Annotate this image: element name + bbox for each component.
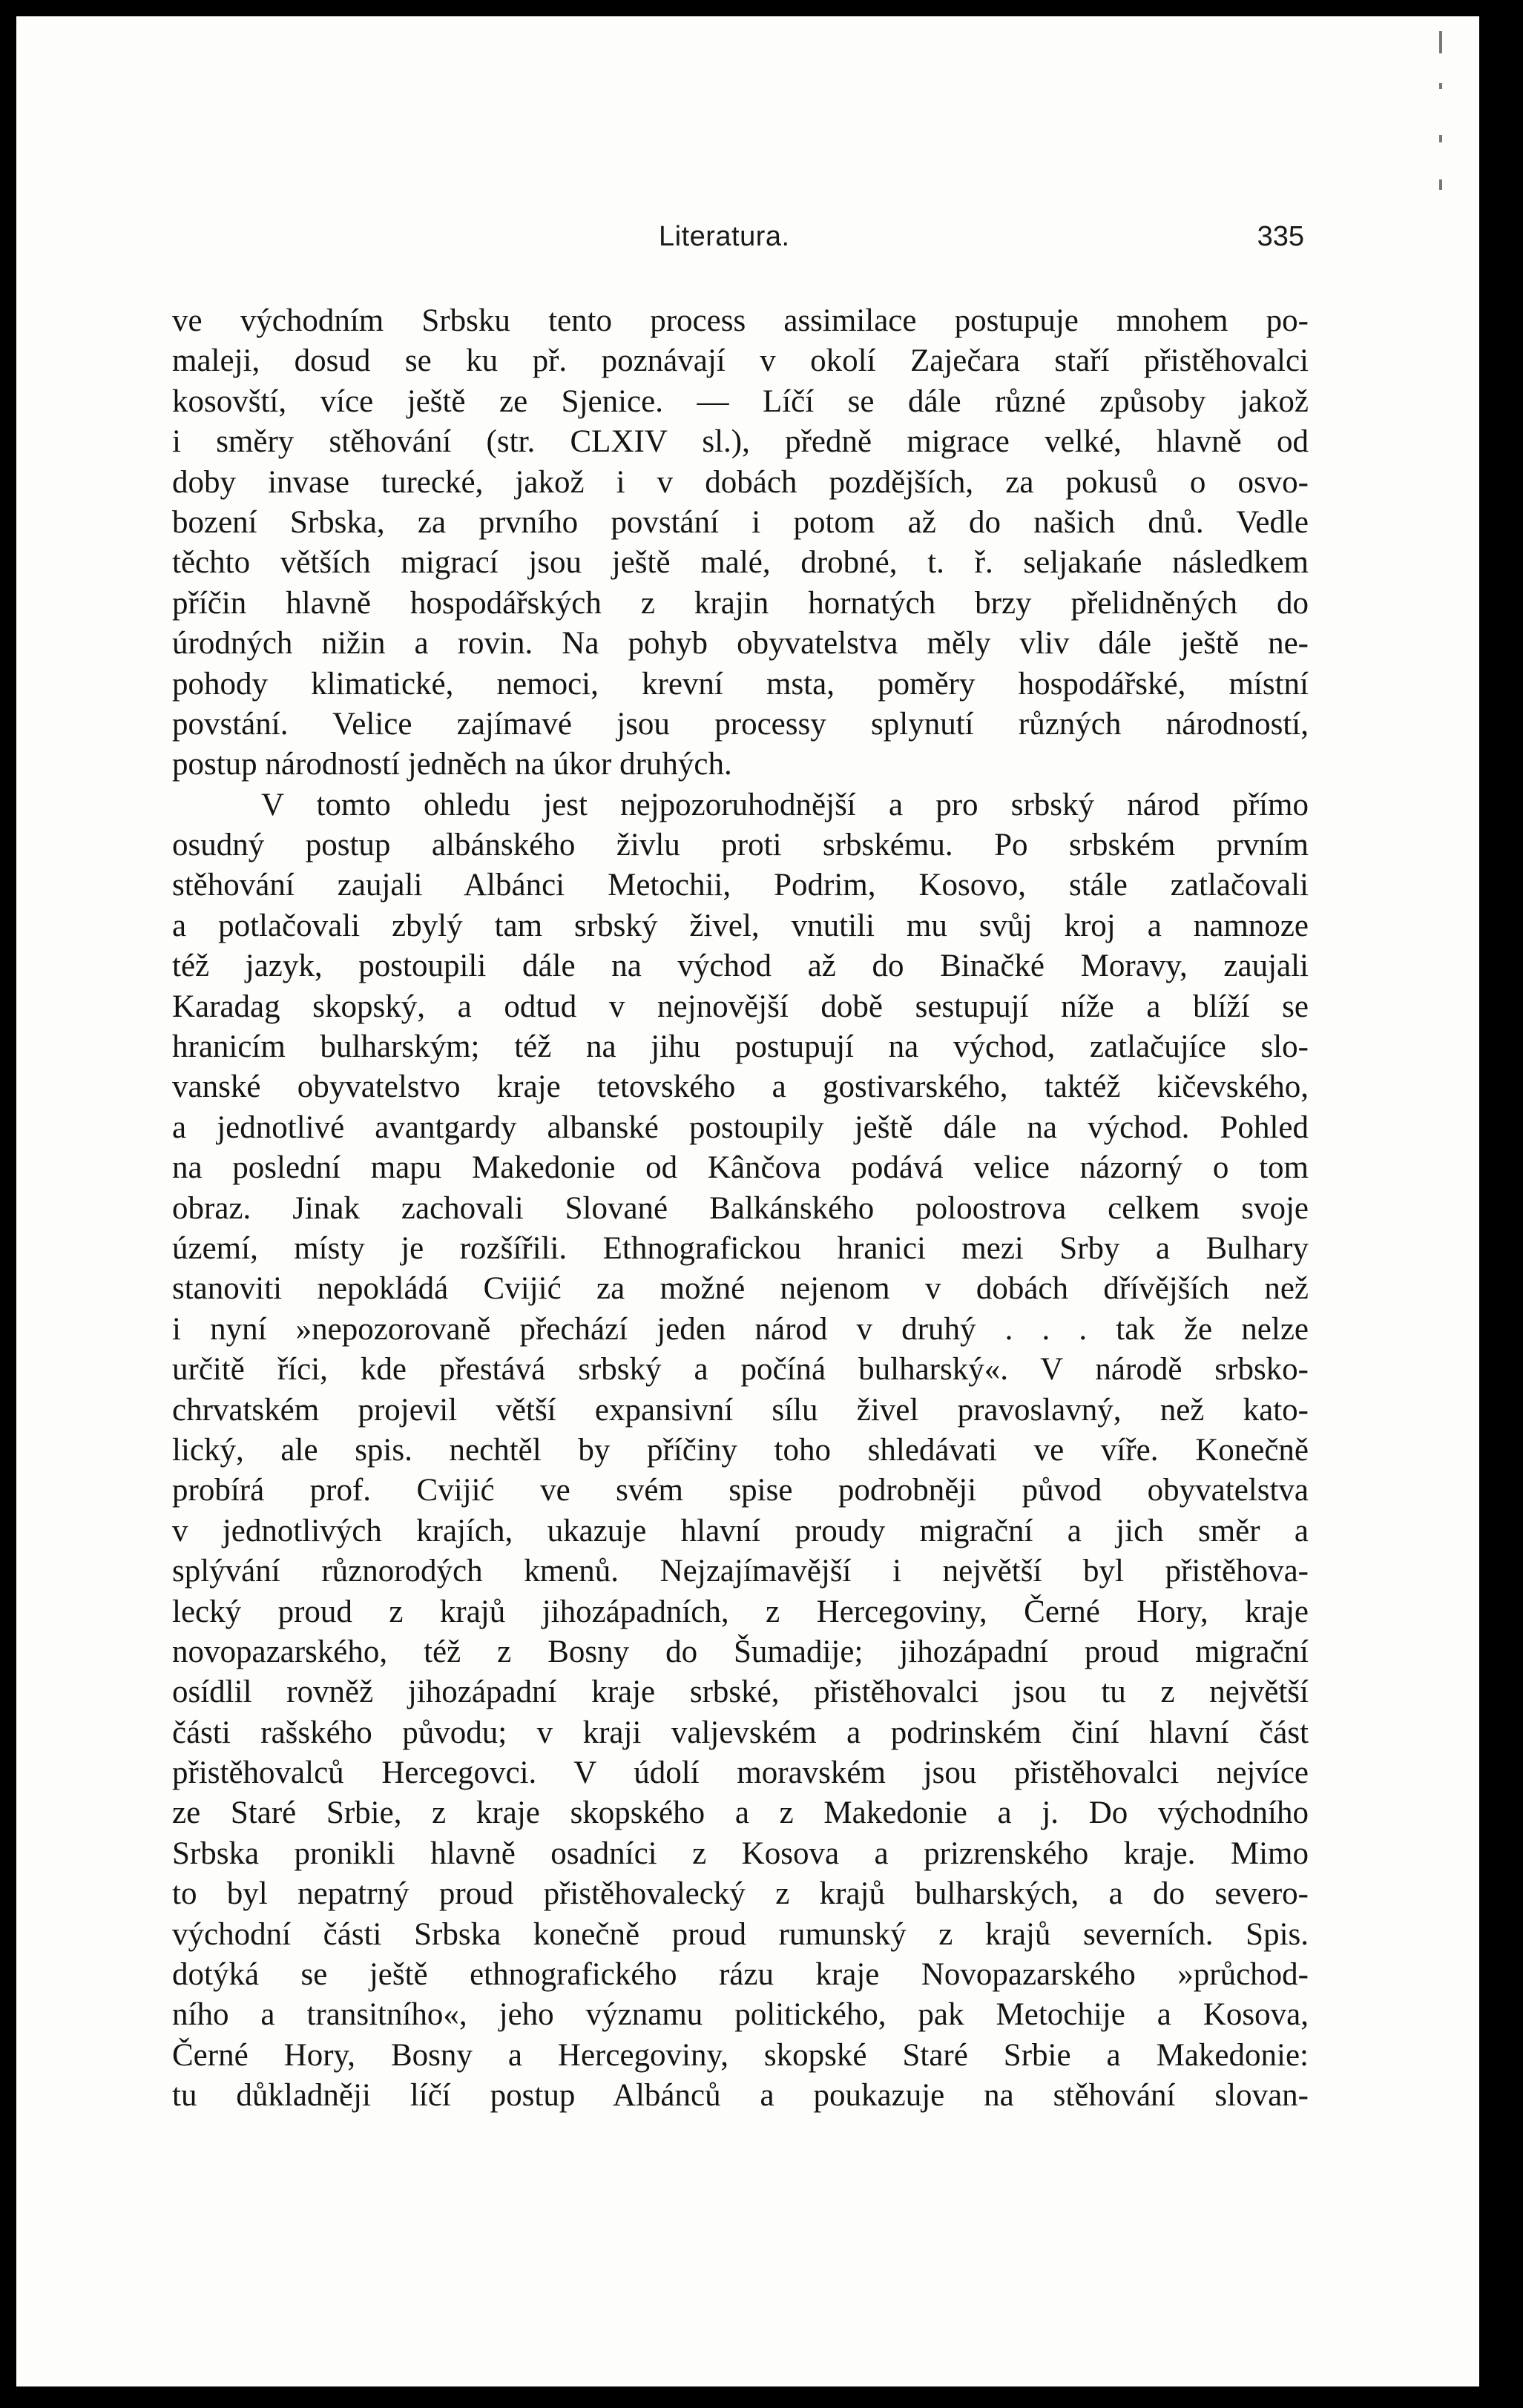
text-line: V tomto ohledu jest nejpozoruhodnější a pro srbský národ přímo (261, 787, 1309, 822)
text-line: vanské obyvatelstvo kraje tetovského a gostivarského, taktéž kičevského, (172, 1069, 1309, 1105)
text-line: chrvatském projevil větší expansivní sílu živel pravoslavný, než kato- (172, 1392, 1309, 1428)
text-line: osudný postup albánského živlu proti srbskému. Po srbském prvním (172, 828, 1309, 863)
text-line: a potlačovali zbylý tam srbský živel, vnutili mu svůj kroj a namnoze (172, 908, 1309, 943)
text-line: lecký proud z krajů jihozápadních, z Hercegoviny, Černé Hory, kraje (172, 1594, 1309, 1629)
text-line: to byl nepatrný proud přistěhovalecký z krajů bulharských, a do severo- (172, 1876, 1309, 1912)
text-line: a jednotlivé avantgardy albanské postoupily ještě dále na východ. Pohled (172, 1109, 1309, 1145)
text-line: dotýká se ještě ethnografického rázu kraje Novopazarského »průchod- (172, 1957, 1309, 1993)
text-line: Karadag skopský, a odtud v nejnovější době sestupují níže a blíží se (172, 989, 1309, 1024)
text-line: tu důkladněji líčí postup Albánců a poukazuje na stěhování slovan- (172, 2078, 1309, 2114)
text-line: osídlil rovněž jihozápadní kraje srbské, přistěhovalci jsou tu z největší (172, 1675, 1309, 1710)
text-line: postup národností jedněch na úkor druhých. (172, 747, 732, 782)
text-line: probírá prof. Cvijić ve svém spise podrobněji původ obyvatelstva (172, 1473, 1309, 1508)
page-header (169, 215, 1304, 260)
text-line: příčin hlavně hospodářských z krajin hornatých brzy přelidněných do (172, 585, 1309, 621)
text-line: povstání. Velice zajímavé jsou processy splynutí různých národností, (172, 706, 1309, 742)
text-line: doby invase turecké, jakož i v dobách pozdějších, za pokusů o osvo- (172, 464, 1309, 500)
text-line: též jazyk, postoupili dále na východ až do Binačké Moravy, zaujali (172, 949, 1309, 984)
page-number: 335 (1257, 221, 1304, 252)
text-line: i nyní »nepozorovaně přechází jeden národ v druhý . . . tak že nelze (172, 1311, 1309, 1347)
text-line: maleji, dosud se ku př. poznávají v okolí Zaječara staří přistěhovalci (172, 343, 1309, 379)
text-line: území, místy je rozšířili. Ethnografickou hranici mezi Srby a Bulhary (172, 1230, 1309, 1266)
text-line: ního a transitního«, jeho významu politického, pak Metochije a Kosova, (172, 1997, 1309, 2033)
text-line: stěhování zaujali Albánci Metochii, Podrim, Kosovo, stále zatlačovali (172, 868, 1309, 903)
body-text (172, 301, 1309, 2117)
text-line: stanoviti nepokládá Cvijić za možné nejenom v dobách dřívějších než (172, 1271, 1309, 1307)
text-line: splývání různorodých kmenů. Nejzajímavější i největší byl přistěhova- (172, 1554, 1309, 1589)
text-line: určitě říci, kde přestává srbský a počíná bulharský«. V národě srbsko- (172, 1352, 1309, 1388)
text-line: části rašského původu; v kraji valjevském a podrinském činí hlavní část (172, 1715, 1309, 1750)
text-line: úrodných nižin a rovin. Na pohyb obyvatelstva měly vliv dále ještě ne- (172, 626, 1309, 662)
text-line: těchto větších migrací jsou ještě malé, drobné, t. ř. seljakańe následkem (172, 545, 1309, 581)
running-title: Literatura. (659, 221, 790, 252)
text-line: přistěhovalců Hercegovci. V údolí moravském jsou přistěhovalci nejvíce (172, 1755, 1309, 1791)
text-line: v jednotlivých krajích, ukazuje hlavní proudy migrační a jich směr a (172, 1513, 1309, 1548)
text-line: pohody klimatické, nemoci, krevní msta, poměry hospodářské, místní (172, 666, 1309, 702)
text-line: ze Staré Srbie, z kraje skopského a z Makedonie a j. Do východního (172, 1795, 1309, 1831)
text-line: východní části Srbska konečně proud rumunský z krajů severních. Spis. (172, 1916, 1309, 1952)
text-line: novopazarského, též z Bosny do Šumadije; jihozápadní proud migrační (172, 1634, 1309, 1669)
scan-edge-marks (1439, 31, 1444, 209)
text-line: na poslední mapu Makedonie od Kânčova podává velice názorný o tom (172, 1150, 1309, 1186)
text-line: i směry stěhování (str. CLXIV sl.), předně migrace velké, hlavně od (172, 424, 1309, 460)
text-line: Černé Hory, Bosny a Hercegoviny, skopské Staré Srbie a Makedonie: (172, 2037, 1309, 2073)
text-line: ve východním Srbsku tento process assimilace postupuje mnohem po- (172, 303, 1309, 338)
text-line: obraz. Jinak zachovali Slované Balkánského poloostrova celkem svoje (172, 1190, 1309, 1226)
text-line: lický, ale spis. nechtěl by příčiny toho shledávati ve víře. Konečně (172, 1432, 1309, 1468)
text-line: hranicím bulharským; též na jihu postupují na východ, zatlačujíce slo- (172, 1029, 1309, 1065)
text-line: bození Srbska, za prvního povstání i potom až do našich dnů. Vedle (172, 504, 1309, 540)
text-line: kosovští, více ještě ze Sjenice. — Líčí se dále různé způsoby jakož (172, 383, 1309, 419)
text-line: Srbska pronikli hlavně osadníci z Kosova a prizrenského kraje. Mimo (172, 1835, 1309, 1871)
